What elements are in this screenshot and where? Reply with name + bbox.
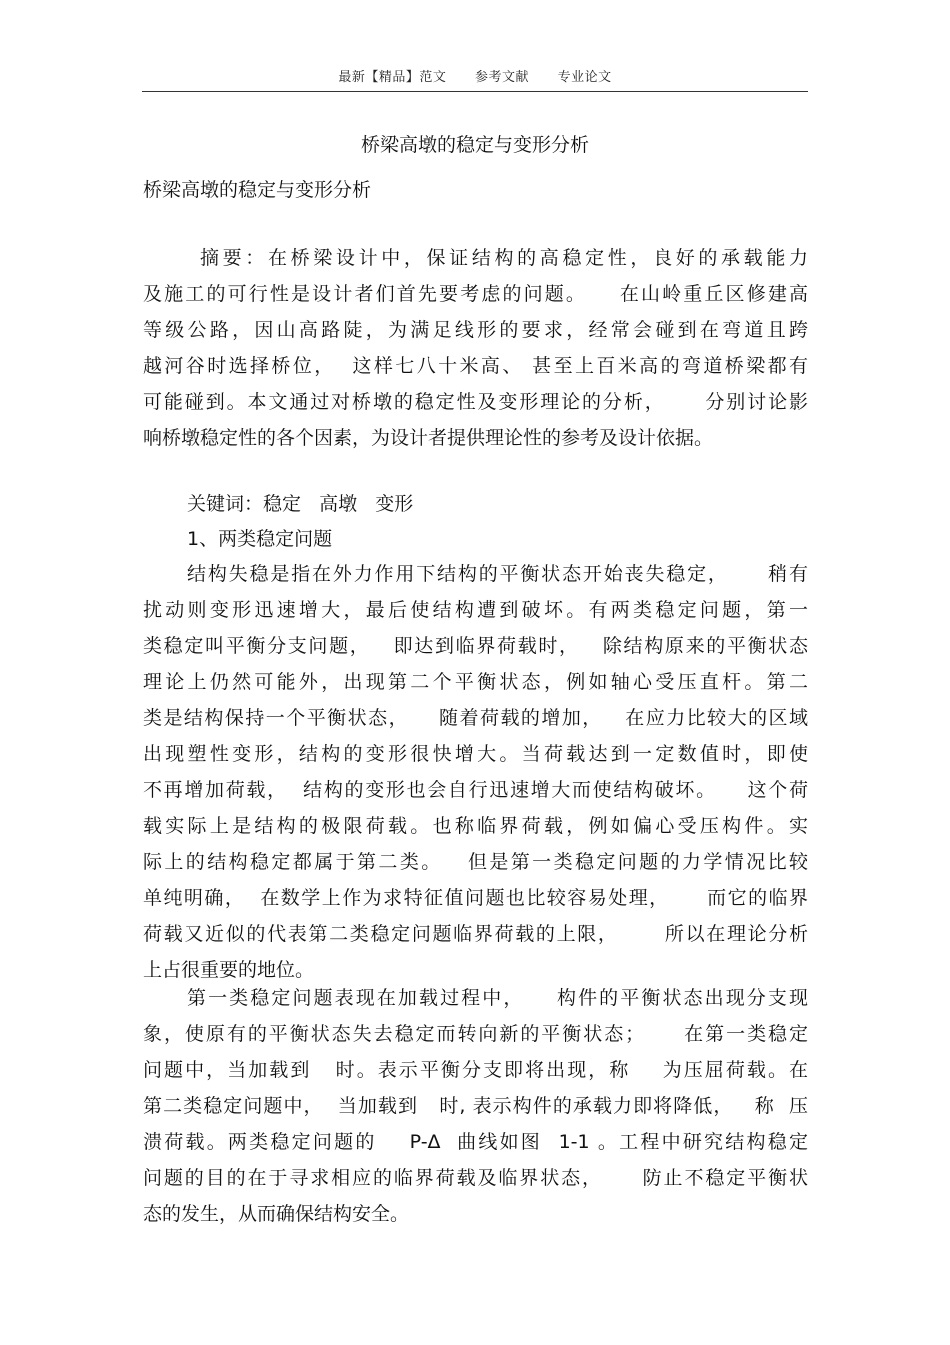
paragraph-line: 单纯明确， 在数学上作为求特征值问题也比较容易处理， 而它的临界 [143, 887, 808, 909]
paragraph-line: 荷载又近似的代表第二类稳定问题临界荷载的上限， 所以在理论分析 [143, 923, 808, 945]
paragraph-line: 第二类稳定问题中， 当加载到 时, 表示构件的承载力即将降低， 称 压 [143, 1095, 808, 1117]
abstract-line: 响桥墩稳定性的各个因素，为设计者提供理论性的参考及设计依据。 [143, 427, 714, 449]
paragraph-line: 态的发生，从而确保结构安全。 [143, 1203, 410, 1225]
section-1-paragraph-2 [143, 980, 808, 1232]
paragraph-line: 第一类稳定问题表现在加载过程中， 构件的平衡状态出现分支现 [187, 987, 808, 1009]
paragraph-line: 问题中，当加载到 时。表示平衡分支即将出现，称 为压屈荷载。在 [143, 1059, 808, 1081]
paragraph-line: 上占很重要的地位。 [143, 959, 315, 981]
header-item-papers: 专业论文 [557, 70, 612, 85]
paragraph-line: 结构失稳是指在外力作用下结构的平衡状态开始丧失稳定， 稍有 [187, 563, 808, 585]
header-item-references: 参考文献 [474, 70, 529, 85]
paragraph-line: 载实际上是结构的极限荷载。也称临界荷载，例如偏心受压构件。实 [143, 815, 808, 837]
document-subtitle: 桥梁高墩的稳定与变形分析 [143, 179, 372, 201]
paragraph-line: 理论上仍然可能外，出现第二个平衡状态，例如轴心受压直杆。第二 [143, 671, 808, 693]
section-1-paragraph-1 [143, 556, 808, 988]
paragraph-line: 扰动则变形迅速增大，最后使结构遭到破坏。有两类稳定问题，第一 [143, 599, 808, 621]
paragraph-line: 不再增加荷载， 结构的变形也会自行迅速增大而使结构破坏。 这个荷 [143, 779, 808, 801]
document-title: 桥梁高墩的稳定与变形分析 [360, 134, 589, 156]
paragraph-line: 象，使原有的平衡状态失去稳定而转向新的平衡状态； 在第一类稳定 [143, 1023, 808, 1045]
header-rule [142, 91, 808, 92]
paragraph-line: 际上的结构稳定都属于第二类。 但是第一类稳定问题的力学情况比较 [143, 851, 808, 873]
paragraph-line: 问题的目的在于寻求相应的临界荷载及临界状态， 防止不稳定平衡状 [143, 1167, 808, 1189]
section-1-heading [143, 521, 808, 557]
abstract-paragraph [143, 240, 808, 456]
abstract-line: 等级公路，因山高路陡，为满足线形的要求，经常会碰到在弯道且跨 [143, 319, 808, 341]
paragraph-line: 类是结构保持一个平衡状态， 随着荷载的增加， 在应力比较大的区域 [143, 707, 808, 729]
section-1-heading-text: 1、两类稳定问题 [187, 528, 333, 550]
header-item-fanwen: 最新【精品】范文 [338, 70, 447, 85]
paragraph-line: 类稳定叫平衡分支问题， 即达到临界荷载时， 除结构原来的平衡状态 [143, 635, 808, 657]
keywords-text: 关键词：稳定 高墩 变形 [187, 493, 414, 515]
keywords-line [143, 486, 808, 522]
abstract-line: 可能碰到。本文通过对桥墩的稳定性及变形理论的分析， 分别讨论影 [143, 391, 808, 413]
page-header [0, 66, 950, 85]
abstract-line: 越河谷时选择桥位， 这样七八十米高、 甚至上百米高的弯道桥梁都有 [143, 355, 808, 377]
abstract-line: 摘要：在桥梁设计中，保证结构的高稳定性，良好的承载能力 [200, 247, 808, 269]
paragraph-line: 出现塑性变形，结构的变形很快增大。当荷载达到一定数值时，即使 [143, 743, 808, 765]
paragraph-line: 溃荷载。两类稳定问题的 P-Δ 曲线如图 1-1 。工程中研究结构稳定 [143, 1131, 808, 1153]
abstract-line: 及施工的可行性是设计者们首先要考虑的问题。 在山岭重丘区修建高 [143, 283, 808, 305]
